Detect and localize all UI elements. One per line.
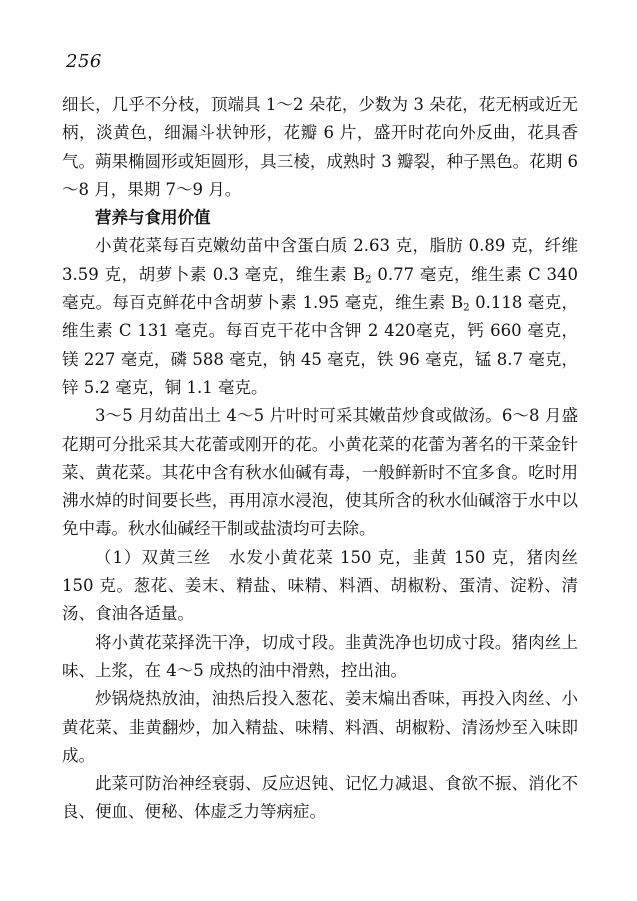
recipe-prep-paragraph: 将小黄花菜择洗干净，切成寸段。韭黄洗净也切成寸段。猪肉丝上味、上浆，在 4～5 成热的油中滑熟，控出油。	[62, 632, 578, 680]
nutrition-text-part: 0.118 毫克，维生素 C 131 毫克。每百克干花中含钾 2 420毫克，钙 660 毫克，镁 227 毫克，磷 588 毫克，钠 45 毫克，铁 96 毫克，锰 8.7 毫克，锌 5.2 毫克，铜 1.1 毫克。	[62, 293, 578, 397]
recipe-benefits-paragraph: 此菜可防治神经衰弱、反应迟钝、记忆力减退、食欲不振、消化不良、便血、便秘、体虚乏力等病症。	[62, 774, 578, 822]
harvest-paragraph: 3～5 月幼苗出土 4～5 片叶时可采其嫩苗炒食或做汤。6～8 月盛花期可分批采其大花蕾或刚开的花。小黄花菜的花蕾为著名的干菜金针菜、黄花菜。其花中含有秋水仙碱有毒，一般鲜新时不宜多食。吃时用沸水焯的时间要长些，再用凉水浸泡，使其所含的秋水仙碱溶于水中以免中毒。秋水仙碱经干制或盐渍均可去除。	[62, 406, 578, 539]
vitamin-subscript: 2	[463, 302, 470, 314]
section-heading: 营养与食用价值	[95, 208, 211, 228]
nutrition-text-part: 小黄花菜每百克嫩幼苗中含蛋白质 2.63 克，脂肪 0.89 克，纤维 3.59 克，胡萝卜素 0.3 毫克，维生素 B	[62, 236, 578, 284]
recipe-cooking-paragraph: 炒锅烧热放油，油热后投入葱花、姜末煸出香味，再投入肉丝、小黄花菜、韭黄翻炒，加入精盐、味精、料酒、胡椒粉、清汤炒至入味即成。	[62, 689, 578, 765]
vitamin-subscript: 2	[365, 274, 372, 286]
page-number: 256	[66, 51, 102, 72]
nutrition-paragraph	[62, 232, 578, 402]
recipe-ingredients-paragraph: （1）双黄三丝 水发小黄花菜 150 克，韭黄 150 克，猪肉丝 150 克。葱花、姜末、精盐、味精、料酒、胡椒粉、蛋清、淀粉、清汤、食油各适量。	[62, 547, 578, 624]
nutrition-text-part: 0.77 毫克，维生素 C 340 毫克。每百克鲜花中含胡萝卜素 1.95 毫克，维生素 B	[62, 264, 578, 313]
description-paragraph: 细长，几乎不分枝，顶端具 1～2 朵花，少数为 3 朵花，花无柄或近无柄，淡黄色，细漏斗状钟形，花瓣 6 片，盛开时花向外反曲，花具香气。蒴果椭圆形或矩圆形，具三棱，成熟时 3 瓣裂，种子黑色。花期 6～8 月，果期 7～9 月。	[62, 95, 578, 199]
page-body	[62, 91, 578, 827]
